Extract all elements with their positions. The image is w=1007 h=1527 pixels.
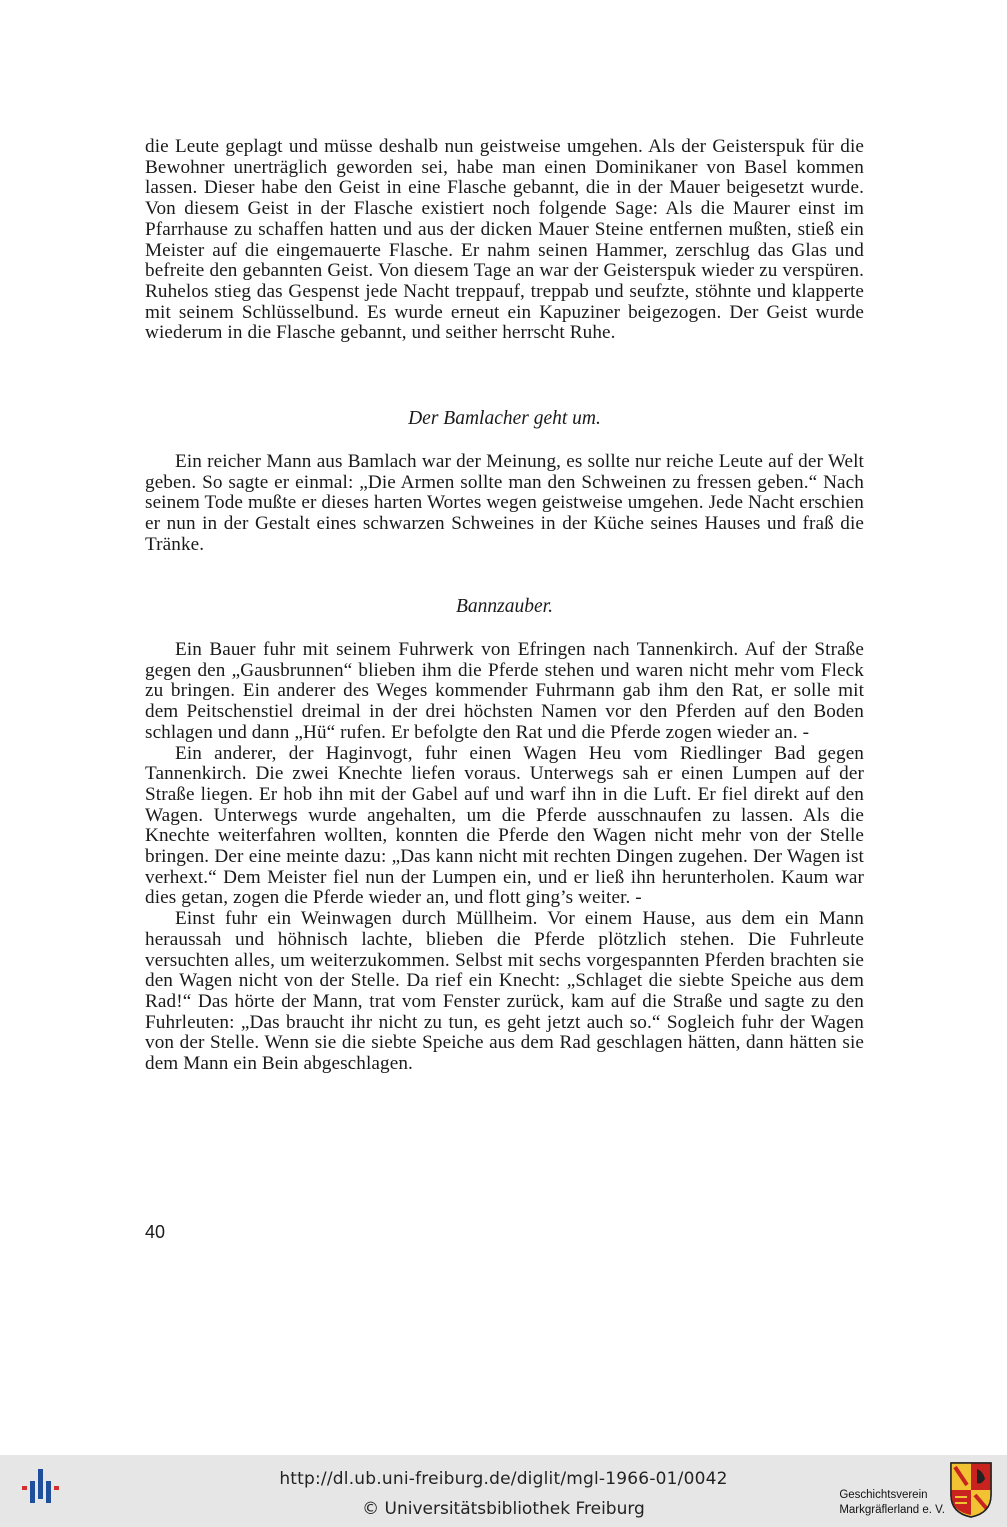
- society-line-2: Markgräflerland e. V.: [839, 1504, 945, 1516]
- paragraph-bamlacher: [145, 452, 864, 556]
- paragraph-text: Ein reicher Mann aus Bamlach war der Meinung, es sollte nur reiche Leute auf der Welt geben. So sagte er einmal: „Die Armen sollte man den Schweinen zu fressen geben.“ Nach seinem Tode mußte er dieses harten Wortes wegen geistweise umgehen. Jede Nacht erschien er nun in der Gestalt eines schwarzen Schweines in der Küche seines Hauses und fraß die Tränke.: [145, 451, 864, 555]
- heading-bannzauber: Bannzauber.: [456, 596, 553, 617]
- paragraph-text: Ein anderer, der Haginvogt, fuhr einen Wagen Heu vom Riedlinger Bad gegen Tannenkirch. Die zwei Knechte liefen voraus. Unterwegs sah er einen Lumpen auf der Straße liegen. Er hob ihn mit der Gabel auf und warf ihn in die Luft. Er fiel direkt auf den Wagen. Unterwegs wurde angehalten, um die Pferde ausschnaufen zu lassen. Als die Knechte weiterfahren wollten, konnten die Pferde den Wagen nicht mehr von der Stelle bringen. Der eine meinte dazu: „Das kann nicht mit rechten Dingen zugehen. Der Wagen ist verhext.“ Dem Meister fiel nun der Lumpen ein, und er ließ ihn herunterholen. Kaum war dies getan, zogen die Pferde wieder an, und flott ging’s weiter. -: [145, 742, 864, 909]
- document-url[interactable]: http://dl.ub.uni-freiburg.de/diglit/mgl-1966-01/0042: [279, 1469, 728, 1489]
- society-name: [839, 1488, 945, 1518]
- paragraph-ghost-bottle: [145, 137, 864, 344]
- copyright-notice: © Universitätsbibliothek Freiburg: [362, 1499, 645, 1519]
- paragraph-text: Ein Bauer fuhr mit seinem Fuhrwerk von Efringen nach Tannenkirch. Auf der Straße gegen den „Gausbrunnen“ blieben ihm die Pferde stehen und waren nicht mehr vom Fleck zu bringen. Ein anderer des Weges kommender Fuhrmann gab ihm den Rat, er solle mit dem Peitschenstiel dreimal in der drei höchsten Namen vor den Pferden auf den Boden schlagen und dann „Hü“ rufen. Er befolgte den Rat und die Pferde zogen wieder an. -: [145, 639, 864, 743]
- heading-bamlacher: Der Bamlacher geht um.: [408, 408, 601, 429]
- paragraph-bannzauber: [145, 640, 864, 1075]
- paragraph-text: die Leute geplagt und müsse deshalb nun geistweise umgehen. Als der Geisterspuk für die Bewohner unerträglich geworden sei, habe man einen Dominikaner von Basel kommen lassen. Dieser habe den Geist in eine Flasche gebannt, die in der Mauer beigesetzt wurde. Von diesem Geist in der Flasche existiert noch folgende Sage: Als die Maurer einst im Pfarrhause zu schaffen hatten und aus der dicken Mauer Steine entfernen mußten, stieß ein Meister auf die eingemauerte Flasche. Er nahm seinen Hammer, zerschlug das Glas und befreite den gebannten Geist. Von diesem Tage an war der Geisterspuk wieder zu verspüren. Ruhelos stieg das Gespenst jede Nacht treppauf, treppab und seufzte, stöhnte und klapperte mit seinem Schlüsselbund. Es wurde erneut ein Kapuziner beigezogen. Der Geist wurde wiederum in die Flasche gebannt, und seither herrscht Ruhe.: [145, 136, 864, 344]
- page-number: 40: [145, 1222, 166, 1242]
- footer-bar: [0, 1455, 1007, 1527]
- society-line-1: Geschichtsverein: [839, 1489, 928, 1501]
- coat-of-arms-icon: [949, 1461, 993, 1519]
- paragraph-text: Einst fuhr ein Weinwagen durch Müllheim. Vor einem Hause, aus dem ein Mann heraussah und höhnisch lachte, blieben die Pferde plötzlich stehen. Die Fuhrleute versuchten alles, um weiterzukommen. Selbst mit sechs vorgespannten Pferden brachten sie den Wagen nicht von der Stelle. Da rief ein Knecht: „Schlaget die siebte Speiche aus dem Rad!“ Das hörte der Mann, trat vom Fenster zurück, kam auf die Straße und sagte zu den Fuhrleuten: „Das braucht ihr nicht zu tun, es geht jetzt auch so.“ Sogleich fuhr der Wagen von der Stelle. Wenn sie die siebte Speiche aus dem Rad geschlagen hätten, dann hätten sie dem Mann ein Bein abgeschlagen.: [145, 908, 864, 1075]
